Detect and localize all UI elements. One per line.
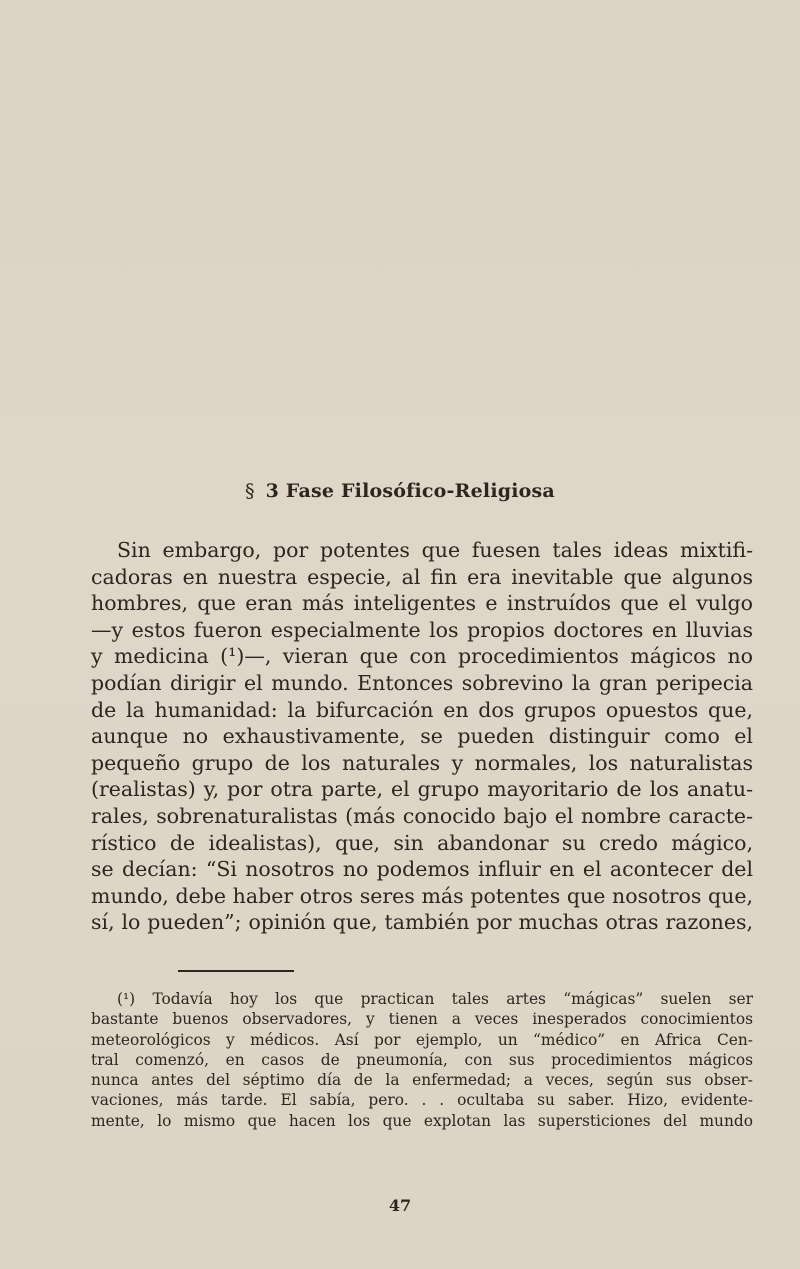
section-sign: § (245, 480, 255, 502)
main-paragraph (91, 537, 753, 936)
paragraph-line: —y estos fueron especialmente los propios doctores en lluvias (91, 617, 753, 642)
section-heading (0, 480, 800, 502)
footnote-line: vaciones, más tarde. El sabía, pero. . . ocultaba su saber. Hizo, evidente- (91, 1091, 753, 1110)
footnote-line: nunca antes del séptimo día de la enfermedad; a veces, según sus obser- (91, 1071, 753, 1090)
paragraph-line: rístico de idealistas), que, sin abandonar su credo mágico, (91, 830, 753, 855)
footnote-separator (178, 970, 294, 972)
paragraph-line: y medicina (¹)—, vieran que con procedimientos mágicos no (91, 644, 753, 669)
footnote-line: meteorológicos y médicos. Así por ejemplo, un “médico” en Africa Cen- (91, 1030, 753, 1049)
paragraph-line: mundo, debe haber otros seres más potentes que nosotros que, (91, 883, 753, 908)
section-title-text: 3 Fase Filosófico-Religiosa (265, 480, 555, 502)
paragraph-line: sí, lo pueden”; opinión que, también por muchas otras razones, (91, 910, 753, 935)
paragraph-line: aunque no exhaustivamente, se pueden distinguir como el (91, 724, 753, 749)
footnote (91, 989, 753, 1131)
footnote-line: bastante buenos observadores, y tienen a veces inesperados conocimientos (91, 1010, 753, 1029)
paragraph-line: podían dirigir el mundo. Entonces sobrevino la gran peripecia (91, 670, 753, 695)
footnote-line: (¹) Todavía hoy los que practican tales artes “mágicas” suelen ser (117, 990, 753, 1008)
paragraph-line: pequeño grupo de los naturales y normales, los naturalistas (91, 750, 753, 775)
paragraph-line: (realistas) y, por otra parte, el grupo mayoritario de los anatu- (91, 777, 753, 802)
paragraph-line: se decían: “Si nosotros no podemos influir en el acontecer del (91, 857, 753, 882)
paragraph-line: rales, sobrenaturalistas (más conocido bajo el nombre caracte- (91, 803, 753, 828)
page-number: 47 (388, 1196, 412, 1215)
paragraph-line: cadoras en nuestra especie, al fin era inevitable que algunos (91, 564, 753, 589)
paragraph-line: Sin embargo, por potentes que fuesen tales ideas mixtifi- (117, 538, 753, 562)
paragraph-line: de la humanidad: la bifurcación en dos grupos opuestos que, (91, 697, 753, 722)
footnote-line: mente, lo mismo que hacen los que explotan las supersticiones del mundo (91, 1111, 753, 1130)
footnote-line: tral comenzó, en casos de pneumonía, con sus procedimientos mágicos (91, 1050, 753, 1069)
paragraph-line: hombres, que eran más inteligentes e instruídos que el vulgo (91, 591, 753, 616)
